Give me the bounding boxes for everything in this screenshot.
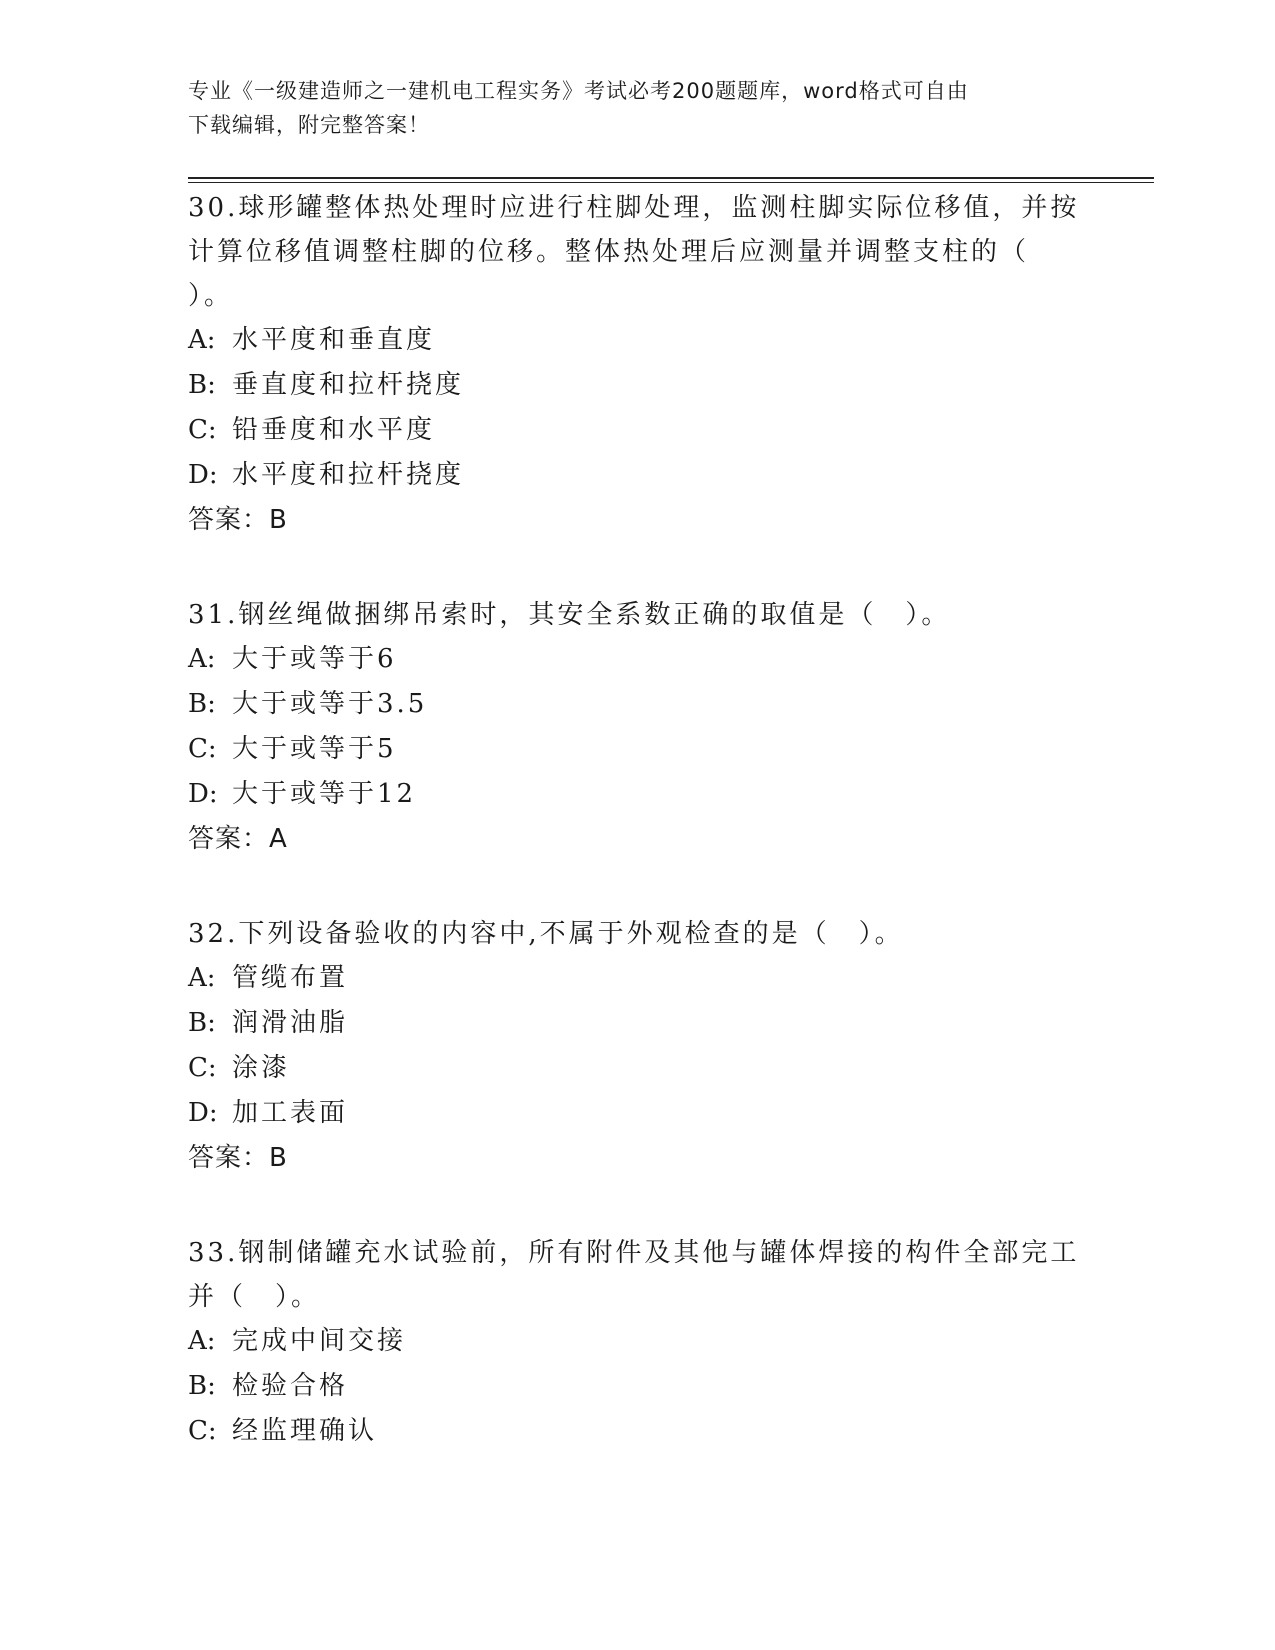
question-31 bbox=[188, 593, 1088, 862]
header-divider-thick bbox=[188, 177, 1154, 179]
option-b bbox=[188, 1001, 1088, 1046]
question-text-line: 30.球形罐整体热处理时应进行柱脚处理，监测柱脚实际位移值，并按 bbox=[188, 193, 1080, 223]
option-key: C: bbox=[188, 415, 217, 445]
option-b bbox=[188, 1364, 1088, 1409]
option-d bbox=[188, 453, 1088, 498]
option-text: 大于或等于12 bbox=[232, 779, 417, 809]
option-key: D: bbox=[188, 779, 218, 809]
option-text: 检验合格 bbox=[232, 1371, 349, 1401]
option-key: A: bbox=[188, 644, 216, 674]
question-list bbox=[188, 186, 1088, 1454]
option-key: A: bbox=[188, 1326, 216, 1356]
option-key: B: bbox=[188, 1008, 216, 1038]
header-line-2: 下载编辑，附完整答案！ bbox=[188, 113, 430, 137]
option-b bbox=[188, 682, 1088, 727]
header-line-1: 专业《一级建造师之一建机电工程实务》考试必考200题题库，word格式可自由 bbox=[188, 79, 969, 103]
option-a bbox=[188, 318, 1088, 363]
option-text: 完成中间交接 bbox=[232, 1326, 407, 1356]
option-text: 大于或等于3.5 bbox=[232, 689, 428, 719]
question-33 bbox=[188, 1231, 1088, 1454]
option-text: 润滑油脂 bbox=[232, 1008, 349, 1038]
option-text: 水平度和拉杆挠度 bbox=[232, 460, 465, 490]
option-c bbox=[188, 1046, 1088, 1091]
spacer bbox=[188, 543, 1088, 593]
question-30 bbox=[188, 186, 1088, 543]
question-text-line: 并（ ）。 bbox=[188, 1282, 321, 1312]
option-text: 铅垂度和水平度 bbox=[232, 415, 436, 445]
option-text: 大于或等于6 bbox=[232, 644, 397, 674]
spacer bbox=[188, 1181, 1088, 1231]
option-d bbox=[188, 1091, 1088, 1136]
option-key: D: bbox=[188, 1098, 218, 1128]
option-b bbox=[188, 363, 1088, 408]
header-divider-thin bbox=[188, 182, 1154, 183]
question-text-line: 33.钢制储罐充水试验前，所有附件及其他与罐体焊接的构件全部完工 bbox=[188, 1238, 1080, 1268]
answer-label: 答案：B bbox=[188, 1143, 288, 1173]
question-text-line: 31.钢丝绳做捆绑吊索时，其安全系数正确的取值是（ ）。 bbox=[188, 600, 951, 630]
question-text-line: ）。 bbox=[188, 281, 234, 311]
question-32 bbox=[188, 912, 1088, 1181]
answer-label: 答案：B bbox=[188, 505, 288, 535]
option-text: 涂漆 bbox=[232, 1053, 291, 1083]
option-text: 大于或等于5 bbox=[232, 734, 397, 764]
option-key: C: bbox=[188, 1416, 217, 1446]
option-key: A: bbox=[188, 325, 216, 355]
option-c bbox=[188, 727, 1088, 772]
option-key: B: bbox=[188, 370, 216, 400]
spacer bbox=[188, 862, 1088, 912]
option-d bbox=[188, 772, 1088, 817]
option-key: B: bbox=[188, 1371, 216, 1401]
option-c bbox=[188, 1409, 1088, 1454]
option-text: 经监理确认 bbox=[232, 1416, 378, 1446]
option-key: C: bbox=[188, 1053, 217, 1083]
option-text: 垂直度和拉杆挠度 bbox=[232, 370, 465, 400]
option-key: C: bbox=[188, 734, 217, 764]
document-header bbox=[188, 74, 1068, 142]
option-a bbox=[188, 956, 1088, 1001]
option-key: A: bbox=[188, 963, 216, 993]
option-text: 水平度和垂直度 bbox=[232, 325, 436, 355]
option-a bbox=[188, 1319, 1088, 1364]
option-a bbox=[188, 637, 1088, 682]
option-text: 管缆布置 bbox=[232, 963, 349, 993]
question-text-line: 32.下列设备验收的内容中,不属于外观检查的是（ ）。 bbox=[188, 919, 904, 949]
option-text: 加工表面 bbox=[232, 1098, 349, 1128]
answer-label: 答案：A bbox=[188, 824, 288, 854]
option-key: B: bbox=[188, 689, 216, 719]
option-key: D: bbox=[188, 460, 218, 490]
option-c bbox=[188, 408, 1088, 453]
question-text-line: 计算位移值调整柱脚的位移。整体热处理后应测量并调整支柱的（ bbox=[188, 237, 1030, 267]
